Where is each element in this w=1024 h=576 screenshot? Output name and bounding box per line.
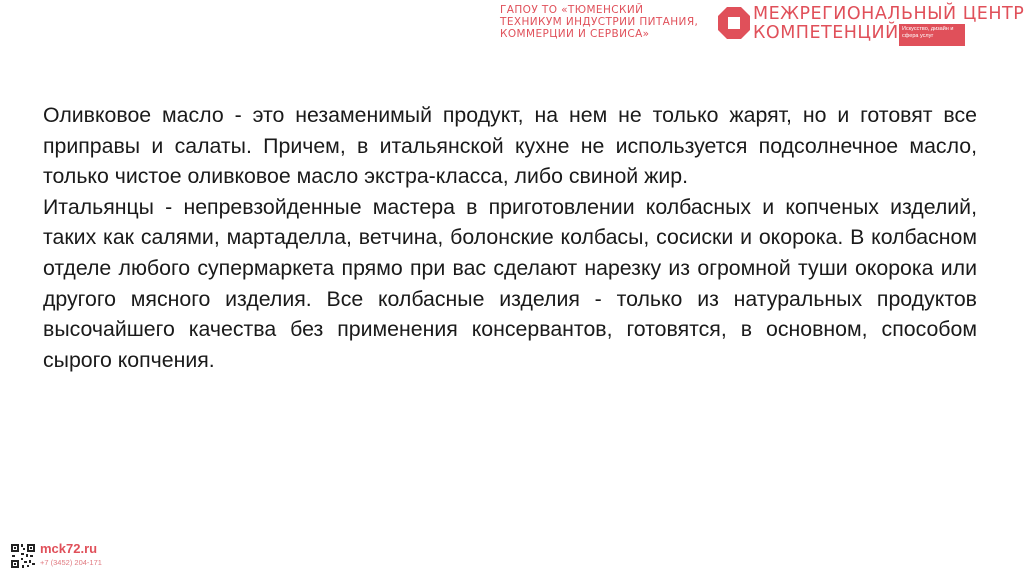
footer-phone: +7 (3452) 204-171 bbox=[40, 558, 102, 567]
competence-center-line: МЕЖРЕГИОНАЛЬНЫЙ ЦЕНТР bbox=[753, 4, 1024, 24]
octagon-logo-icon bbox=[717, 6, 751, 40]
qr-code-icon bbox=[10, 543, 36, 569]
organization-name bbox=[500, 4, 715, 40]
organization-name-line: ТЕХНИКУМ ИНДУСТРИИ ПИТАНИЯ, bbox=[500, 16, 699, 28]
footer-website: mck72.ru bbox=[40, 541, 98, 556]
tagline-badge: Искусство, дизайн и сфера услуг bbox=[899, 24, 965, 46]
organization-name-line: КОММЕРЦИИ И СЕРВИСА» bbox=[500, 28, 650, 40]
competence-center-name bbox=[753, 5, 1024, 43]
organization-name-line: ГАПОУ ТО «ТЮМЕНСКИЙ bbox=[500, 4, 644, 16]
main-text bbox=[43, 100, 977, 375]
paragraph-olive-oil: Оливковое масло - это незаменимый продукт, на нем не только жарят, но и готовят все приправы и салаты. Причем, в итальянской кухне не используется подсолнечное масло, только чистое оливковое масло экстра-класса, либо свиной жир. bbox=[43, 103, 977, 189]
paragraph-sausages: Итальянцы - непревзойденные мастера в приготовлении колбасных и копченых изделий, таких как салями, мартаделла, ветчина, болонские колбасы, сосиски и окорока. В колбасном отделе любого супермаркета прямо при вас сделают нарезку из огромной туши окорока или другого мясного изделия. Все колбасные изделия - только из натуральных продуктов высочайшего качества без применения консервантов, готовятся, в основном, способом сырого копчения. bbox=[43, 194, 977, 372]
competence-center-line: КОМПЕТЕНЦИЙ bbox=[753, 23, 899, 43]
